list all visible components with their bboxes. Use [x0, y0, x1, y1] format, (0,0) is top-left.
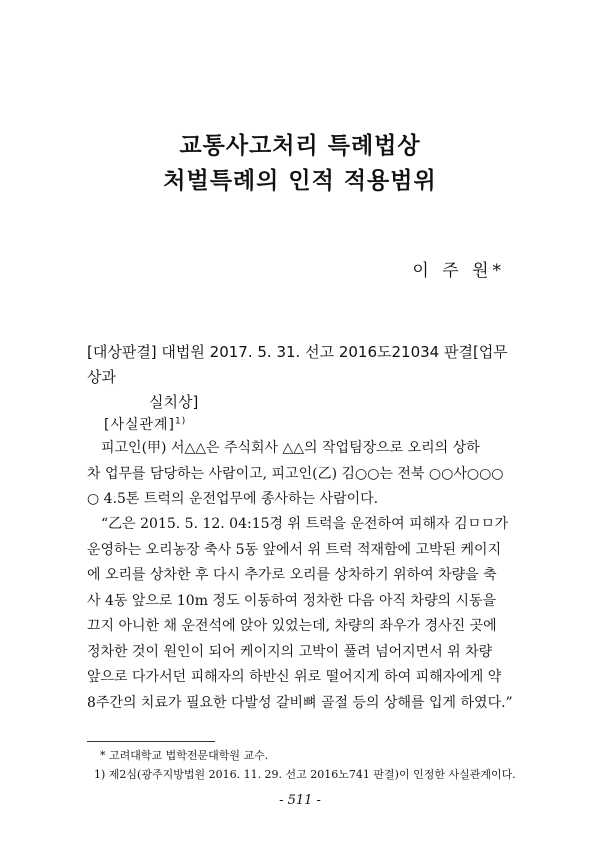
paragraph-2-line: 정차한 것이 원인이 되어 케이지의 고박이 풀려 넘어지면서 위 차량	[87, 643, 493, 660]
paragraph-2	[87, 512, 517, 716]
page-number: - 511 -	[279, 793, 321, 808]
paragraph-2-line: “乙은 2015. 5. 12. 04:15경 위 트럭을 운전하여 피해자 김ㅁㅁ가	[87, 516, 509, 532]
paragraph-2-line: 에 오리를 상차한 후 다시 추가로 오리를 상차하기 위하여 차량을 축	[87, 567, 497, 583]
facts-heading	[104, 414, 186, 434]
facts-heading-label: [사실관계]	[104, 417, 176, 433]
paragraph-1-line: 차 업무를 담당하는 사람이고, 피고인(乙) 김○○는 전북 ○○사○○○	[87, 465, 504, 482]
footnote-author: * 고려대학교 법학전문대학원 교수.	[100, 749, 269, 762]
case-reference-line1: [대상판결] 대법원 2017. 5. 31. 선고 2016도21034 판결[업무상과	[87, 343, 508, 386]
article-title-line2: 처벌특례의 인적 적용범위	[163, 167, 437, 194]
footnote-mark: 1)	[175, 416, 187, 427]
paragraph-2-line: 운영하는 오리농장 축사 5동 앞에서 위 트럭 적재함에 고박된 케이지	[87, 541, 502, 558]
paragraph-2-line: 8주간의 치료가 필요한 다발성 갈비뼈 골절 등의 상해를 입게 하였다.”	[87, 694, 513, 711]
paragraph-2-line: 앞으로 다가서던 피해자의 하반신 위로 떨어지게 하여 피해자에게 약	[87, 669, 502, 685]
paragraph-2-line: 사 4동 앞으로 10m 정도 이동하여 정차한 다음 아직 차량의 시동을	[87, 592, 497, 609]
paragraph-2-line: 끄지 아니한 채 운전석에 앉아 있었는데, 차량의 좌우가 경사진 곳에	[87, 618, 497, 634]
paragraph-1-line: ○ 4.5톤 트럭의 운전업무에 종사하는 사람이다.	[87, 491, 379, 507]
footnote-1: 1) 제2심(광주지방법원 2016. 11. 29. 선고 2016노741 판결)이 인정한 사실관계이다.	[94, 768, 516, 781]
article-title-line1: 교통사고처리 특례법상	[179, 132, 421, 159]
case-reference	[87, 340, 512, 415]
paragraph-1	[87, 436, 517, 513]
footnote-divider	[87, 741, 215, 742]
author-name: 이 주 원*	[412, 261, 505, 281]
case-reference-line2: 실치상]	[149, 393, 199, 411]
paragraph-1-line: 피고인(甲) 서△△은 주식회사 △△의 작업팀장으로 오리의 상하	[87, 440, 480, 456]
